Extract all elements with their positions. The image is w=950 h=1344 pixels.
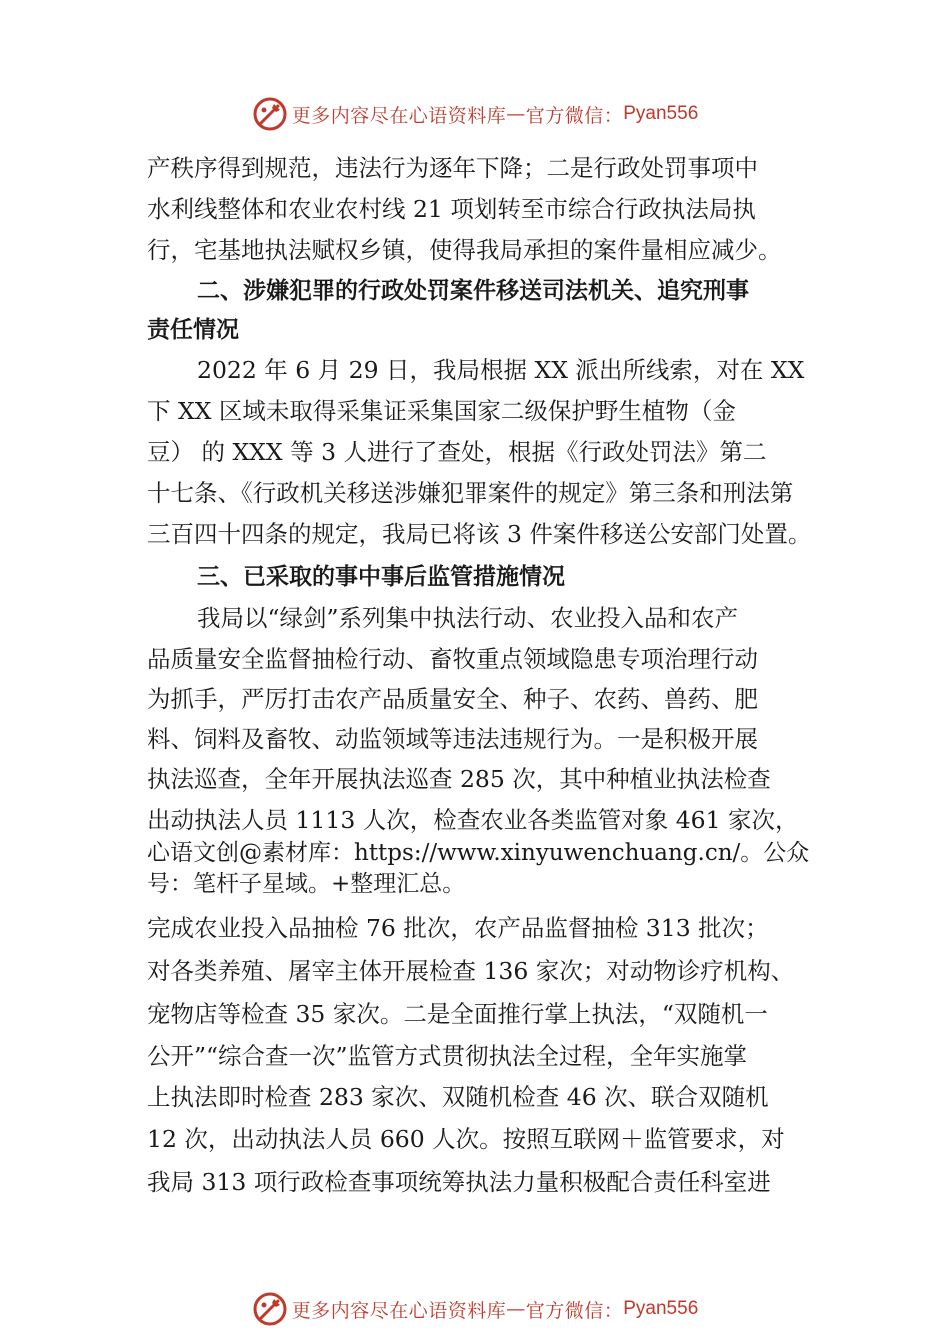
footer-brand-text: 更多内容尽在心语资料库 — [291, 1299, 507, 1322]
header-wechat-label: 官方微信： — [525, 104, 624, 127]
body-line: 下 XX 区域未取得采集证采集国家二级保护野生植物（金 — [147, 397, 736, 425]
body-line: 公开”“综合查一次”监管方式贯彻执法全过程，全年实施掌 — [147, 1042, 748, 1070]
body-line: 行，宅基地执法赋权乡镇，使得我局承担的案件量相应减少。 — [147, 236, 782, 264]
body-line: 上执法即时检查 283 家次、双随机检查 46 次、联合双随机 — [147, 1083, 769, 1111]
body-line: 我局 313 项行政检查事项统筹执法力量积极配合责任科室进 — [147, 1168, 771, 1196]
brand-logo-icon — [252, 1291, 288, 1327]
watermark-line: 号：笔杆子星域。+整理汇总。 — [147, 871, 466, 897]
body-line: 水利线整体和农业农村线 21 项划转至市综合行政执法局执 — [147, 195, 756, 223]
body-line: 十七条、《行政机关移送涉嫌犯罪案件的规定》第三条和刑法第 — [147, 479, 794, 507]
section-heading-2: 二、涉嫌犯罪的行政处罚案件移送司法机关、追究刑事 — [197, 278, 749, 304]
body-line: 产秩序得到规范，违法行为逐年下降；二是行政处罚事项中 — [147, 154, 758, 182]
body-line: 为抓手，严厉打击农产品质量安全、种子、农药、兽药、肥 — [147, 685, 758, 713]
header-wechat-id: Pyan556 — [623, 103, 699, 124]
footer-banner — [0, 1289, 950, 1329]
section-heading-2-cont: 责任情况 — [147, 317, 239, 343]
body-line: 执法巡查，全年开展执法巡查 285 次，其中种植业执法检查 — [147, 765, 771, 793]
body-line: 完成农业投入品抽检 76 批次，农产品监督抽检 313 批次； — [147, 914, 769, 942]
footer-wechat-label: 官方微信： — [525, 1299, 624, 1322]
body-line: 豆） 的 XXX 等 3 人进行了查处，根据《行政处罚法》第二 — [147, 438, 767, 466]
footer-dash: — — [506, 1298, 526, 1320]
section-heading-3: 三、已采取的事中事后监管措施情况 — [197, 564, 565, 590]
footer-wechat-id: Pyan556 — [623, 1298, 699, 1319]
header-banner — [0, 94, 950, 134]
body-line: 料、饲料及畜牧、动监领域等违法违规行为。一是积极开展 — [147, 725, 758, 753]
watermark-line: 心语文创@素材库：https://www.xinyuwenchuang.cn/。公众 — [147, 840, 810, 866]
body-line: 出动执法人员 1113 人次，检查农业各类监管对象 461 家次， — [147, 806, 799, 834]
body-line: 宠物店等检查 35 家次。二是全面推行掌上执法，“双随机一 — [147, 1000, 768, 1028]
body-line: 对各类养殖、屠宰主体开展检查 136 家次；对动物诊疗机构、 — [147, 957, 795, 985]
body-line: 我局以“绿剑”系列集中执法行动、农业投入品和农产 — [197, 604, 739, 632]
body-line: 三百四十四条的规定，我局已将该 3 件案件移送公安部门处置。 — [147, 520, 812, 548]
header-dash: — — [506, 103, 526, 125]
header-brand-text: 更多内容尽在心语资料库 — [291, 104, 507, 127]
body-line: 品质量安全监督抽检行动、畜牧重点领域隐患专项治理行动 — [147, 645, 758, 673]
brand-logo-icon — [252, 96, 288, 132]
body-line: 2022 年 6 月 29 日，我局根据 XX 派出所线索，对在 XX — [197, 356, 805, 384]
body-line: 12 次，出动执法人员 660 人次。按照互联网＋监管要求，对 — [147, 1125, 785, 1153]
